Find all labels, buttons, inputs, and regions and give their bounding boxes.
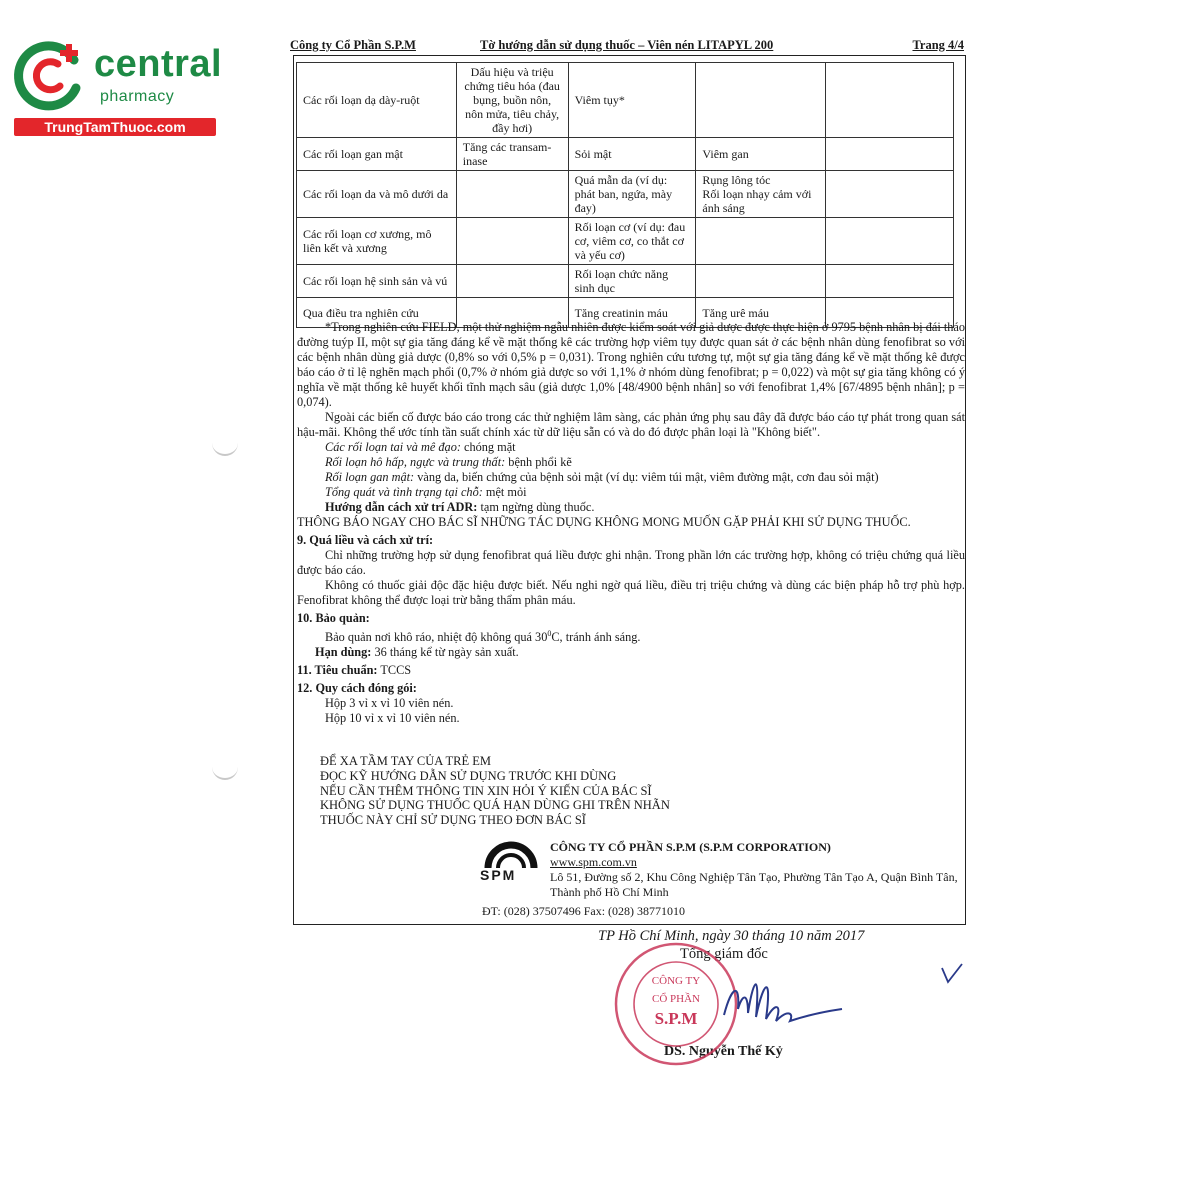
storage-text: Bảo quản nơi khô ráo, nhiệt độ không quá $30^0C$, tránh ánh sáng. — [325, 629, 641, 645]
warning-line: ĐỂ XA TẦM TAY CỦA TRẺ EM — [320, 754, 492, 768]
warning-line: KHÔNG SỬ DỤNG THUỐC QUÁ HẠN DÙNG GHI TRÊN NHÃN — [320, 798, 670, 813]
corporation-address: Lô 51, Đường số 2, Khu Công Nghiệp Tân Tạo, Phường Tân Tạo A, Quận Bình Tân, Thành phố Hồ Chí Minh — [550, 870, 958, 899]
adr-guidance: Hướng dẫn cách xử trí ADR: tạm ngừng dùng thuốc. — [325, 500, 595, 514]
table-row-category: Các rối loạn gan mật — [297, 138, 457, 171]
section-10-heading: 10. Bảo quản: — [297, 611, 370, 625]
table-row-category: Các rối loạn dạ dày-ruột — [297, 63, 457, 138]
overdose-paragraph-2: Không có thuốc giải độc đặc hiệu được biết. Nếu nghi ngờ quá liều, điều trị triệu chứng và dùng các biện pháp hỗ trợ phù hợp. Fenofibrat không thể được loại trừ bằng thẩm phân máu. — [297, 578, 965, 607]
warning-line: ĐỌC KỸ HƯỚNG DẪN SỬ DỤNG TRƯỚC KHI DÙNG — [320, 768, 617, 783]
table-cell — [826, 63, 954, 138]
field-study-paragraph: *Trong nghiên cứu FIELD, một thử nghiệm ngẫu nhiên được kiểm soát với giả dược được thực hiện ở 9795 bệnh nhân bị đái tháo đường tuýp II, một sự gia tăng đáng kể về mặt thống kê các trường hợp viêm tụy được quan sát ở các bệnh nhân dùng fenofibrat so với các bệnh nhân dùng giả dược (0,8% so với 0,5% p = 0,031). Trong nghiên cứu tương tự, một sự gia tăng đáng kể về mặt thống kê được báo cáo ở tỉ lệ nghẽn mạch phổi (0,7% ở nhóm giả dược so với 1,1% ở nhóm dùng fenofibrat; p = 0,022) và một sự gia tăng không có ý nghĩa về mặt thống kê huyết khối tĩnh mạch sâu (giả dược 1,0% [48/4900 bệnh nhân] so với fenofibrat 1,4% [67/4895 bệnh nhân]; p = 0,074). — [297, 320, 965, 409]
table-row-category: Các rối loạn cơ xương, mô liên kết và xương — [297, 218, 457, 265]
punch-hole — [212, 764, 238, 780]
postmarketing-item: Rối loạn hô hấp, ngực và trung thất: bệnh phổi kẽ — [325, 455, 572, 469]
table-cell — [826, 171, 954, 218]
table-cell — [826, 265, 954, 298]
packaging-line-1: Hộp 3 vỉ x vỉ 10 viên nén. — [325, 696, 454, 711]
table-row — [297, 138, 954, 171]
table-row — [297, 265, 954, 298]
postmarketing-item: Các rối loạn tai và mê đạo: chóng mặt — [325, 440, 516, 454]
table-cell: Tăng urê máu — [696, 298, 826, 328]
pharmacy-url[interactable]: TrungTamThuoc.com — [14, 118, 216, 136]
warnings-block — [320, 754, 670, 828]
packaging-line-2: Hộp 10 vỉ x vỉ 10 viên nén. — [325, 711, 460, 726]
table-cell: Tăng các transam-inase — [456, 138, 568, 171]
table-cell: Quá mẫn da (ví dụ: phát ban, ngứa, mày đay) — [568, 171, 696, 218]
corporation-contact: ĐT: (028) 37507496 Fax: (028) 38771010 — [482, 904, 686, 918]
table-cell — [696, 265, 826, 298]
warning-line: NẾU CẦN THÊM THÔNG TIN XIN HỎI Ý KIẾN CỦA BÁC SĨ — [320, 783, 652, 798]
table-cell: Rụng lông tóc Rối loạn nhạy cảm với ánh sáng — [696, 171, 826, 218]
adverse-effects-table — [296, 62, 954, 328]
document-header — [290, 38, 966, 54]
table-cell: Sỏi mật — [568, 138, 696, 171]
table-row-category: Các rối loạn hệ sinh sản và vú — [297, 265, 457, 298]
document-body — [297, 320, 965, 726]
section-9-heading: 9. Quá liều và cách xử trí: — [297, 533, 434, 547]
svg-text:S.P.M: S.P.M — [654, 1009, 698, 1028]
table-cell: Dấu hiệu và triệu chứng tiêu hóa (đau bụng, buồn nôn, nôn mửa, tiêu chảy, đầy hơi) — [456, 63, 568, 138]
table-cell — [456, 265, 568, 298]
punch-hole — [212, 440, 238, 456]
postmarketing-paragraph: Ngoài các biến cố được báo cáo trong các thử nghiệm lâm sàng, các phản ứng phụ sau đây đã được báo cáo tự phát trong quan sát hậu-mãi. Không thể ước tính tần suất chính xác từ dữ liệu sẵn có và do đó được phân loại là "Không biết". — [297, 410, 965, 439]
table-cell — [696, 63, 826, 138]
corporation-website[interactable]: www.spm.com.vn — [550, 855, 637, 869]
sign-place-date: TP Hồ Chí Minh, ngày 30 tháng 10 năm 2017 — [598, 928, 865, 944]
adr-notice: THÔNG BÁO NGAY CHO BÁC SĨ NHỮNG TÁC DỤNG KHÔNG MONG MUỐN GẶP PHẢI KHI SỬ DỤNG THUỐC. — [297, 515, 911, 529]
table-row — [297, 171, 954, 218]
table-cell: Rối loạn cơ (ví dụ: đau cơ, viêm cơ, co thắt cơ và yếu cơ) — [568, 218, 696, 265]
table-cell — [456, 218, 568, 265]
table-cell — [696, 218, 826, 265]
handwritten-signature — [718, 965, 848, 1035]
svg-text:CỔ PHẦN: CỔ PHẦN — [652, 993, 700, 1005]
overdose-paragraph-1: Chỉ những trường hợp sử dụng fenofibrat quá liều được ghi nhận. Trong phần lớn các trường hợp, không có triệu chứng quá liều được báo cáo. — [297, 548, 965, 577]
pharmacy-subtitle: pharmacy — [100, 88, 175, 105]
header-company: Công ty Cổ Phần S.P.M — [290, 38, 416, 52]
shelf-life: Hạn dùng: 36 tháng kể từ ngày sản xuất. — [315, 645, 519, 660]
table-row — [297, 218, 954, 265]
table-cell: Rối loạn chức năng sinh dục — [568, 265, 696, 298]
table-row-category: Các rối loạn da và mô dưới da — [297, 171, 457, 218]
sign-title: Tổng giám đốc — [680, 946, 768, 962]
postmarketing-item: Rối loạn gan mật: vàng da, biến chứng của bệnh sỏi mật (ví dụ: viêm túi mật, viêm đường mật, cơn đau sỏi mật) — [325, 470, 879, 484]
section-12-heading: 12. Quy cách đóng gói: — [297, 681, 417, 696]
spm-logo-text: SPM — [480, 867, 517, 883]
svg-text:CÔNG TY: CÔNG TY — [651, 975, 701, 987]
warning-line: THUỐC NÀY CHỈ SỬ DỤNG THEO ĐƠN BÁC SĨ — [320, 813, 586, 828]
table-cell — [826, 218, 954, 265]
header-page: Trang 4/4 — [912, 38, 964, 52]
table-cell: Tăng creatinin máu — [568, 298, 696, 328]
check-mark-icon — [938, 960, 966, 988]
corporation-name: CÔNG TY CỔ PHẦN S.P.M (S.P.M CORPORATION) — [550, 840, 831, 854]
section-11: 11. Tiêu chuẩn: TCCS — [297, 663, 412, 678]
table-row-category: Qua điều tra nghiên cứu — [297, 298, 457, 328]
header-title: Tờ hướng dẫn sử dụng thuốc – Viên nén LITAPYL 200 — [480, 38, 774, 52]
pharmacy-brand: central — [94, 43, 223, 85]
table-cell — [826, 138, 954, 171]
signer-name: DS. Nguyễn Thế Kỷ — [664, 1044, 783, 1059]
central-pharmacy-logo-icon — [12, 38, 86, 112]
postmarketing-item: Tổng quát và tình trạng tại chỗ: mệt mỏi — [325, 485, 527, 499]
table-cell: Viêm gan — [696, 138, 826, 171]
pharmacy-logo — [8, 36, 223, 136]
table-cell — [456, 171, 568, 218]
table-row — [297, 63, 954, 138]
corporation-info — [550, 840, 960, 900]
table-cell: Viêm tụy* — [568, 63, 696, 138]
